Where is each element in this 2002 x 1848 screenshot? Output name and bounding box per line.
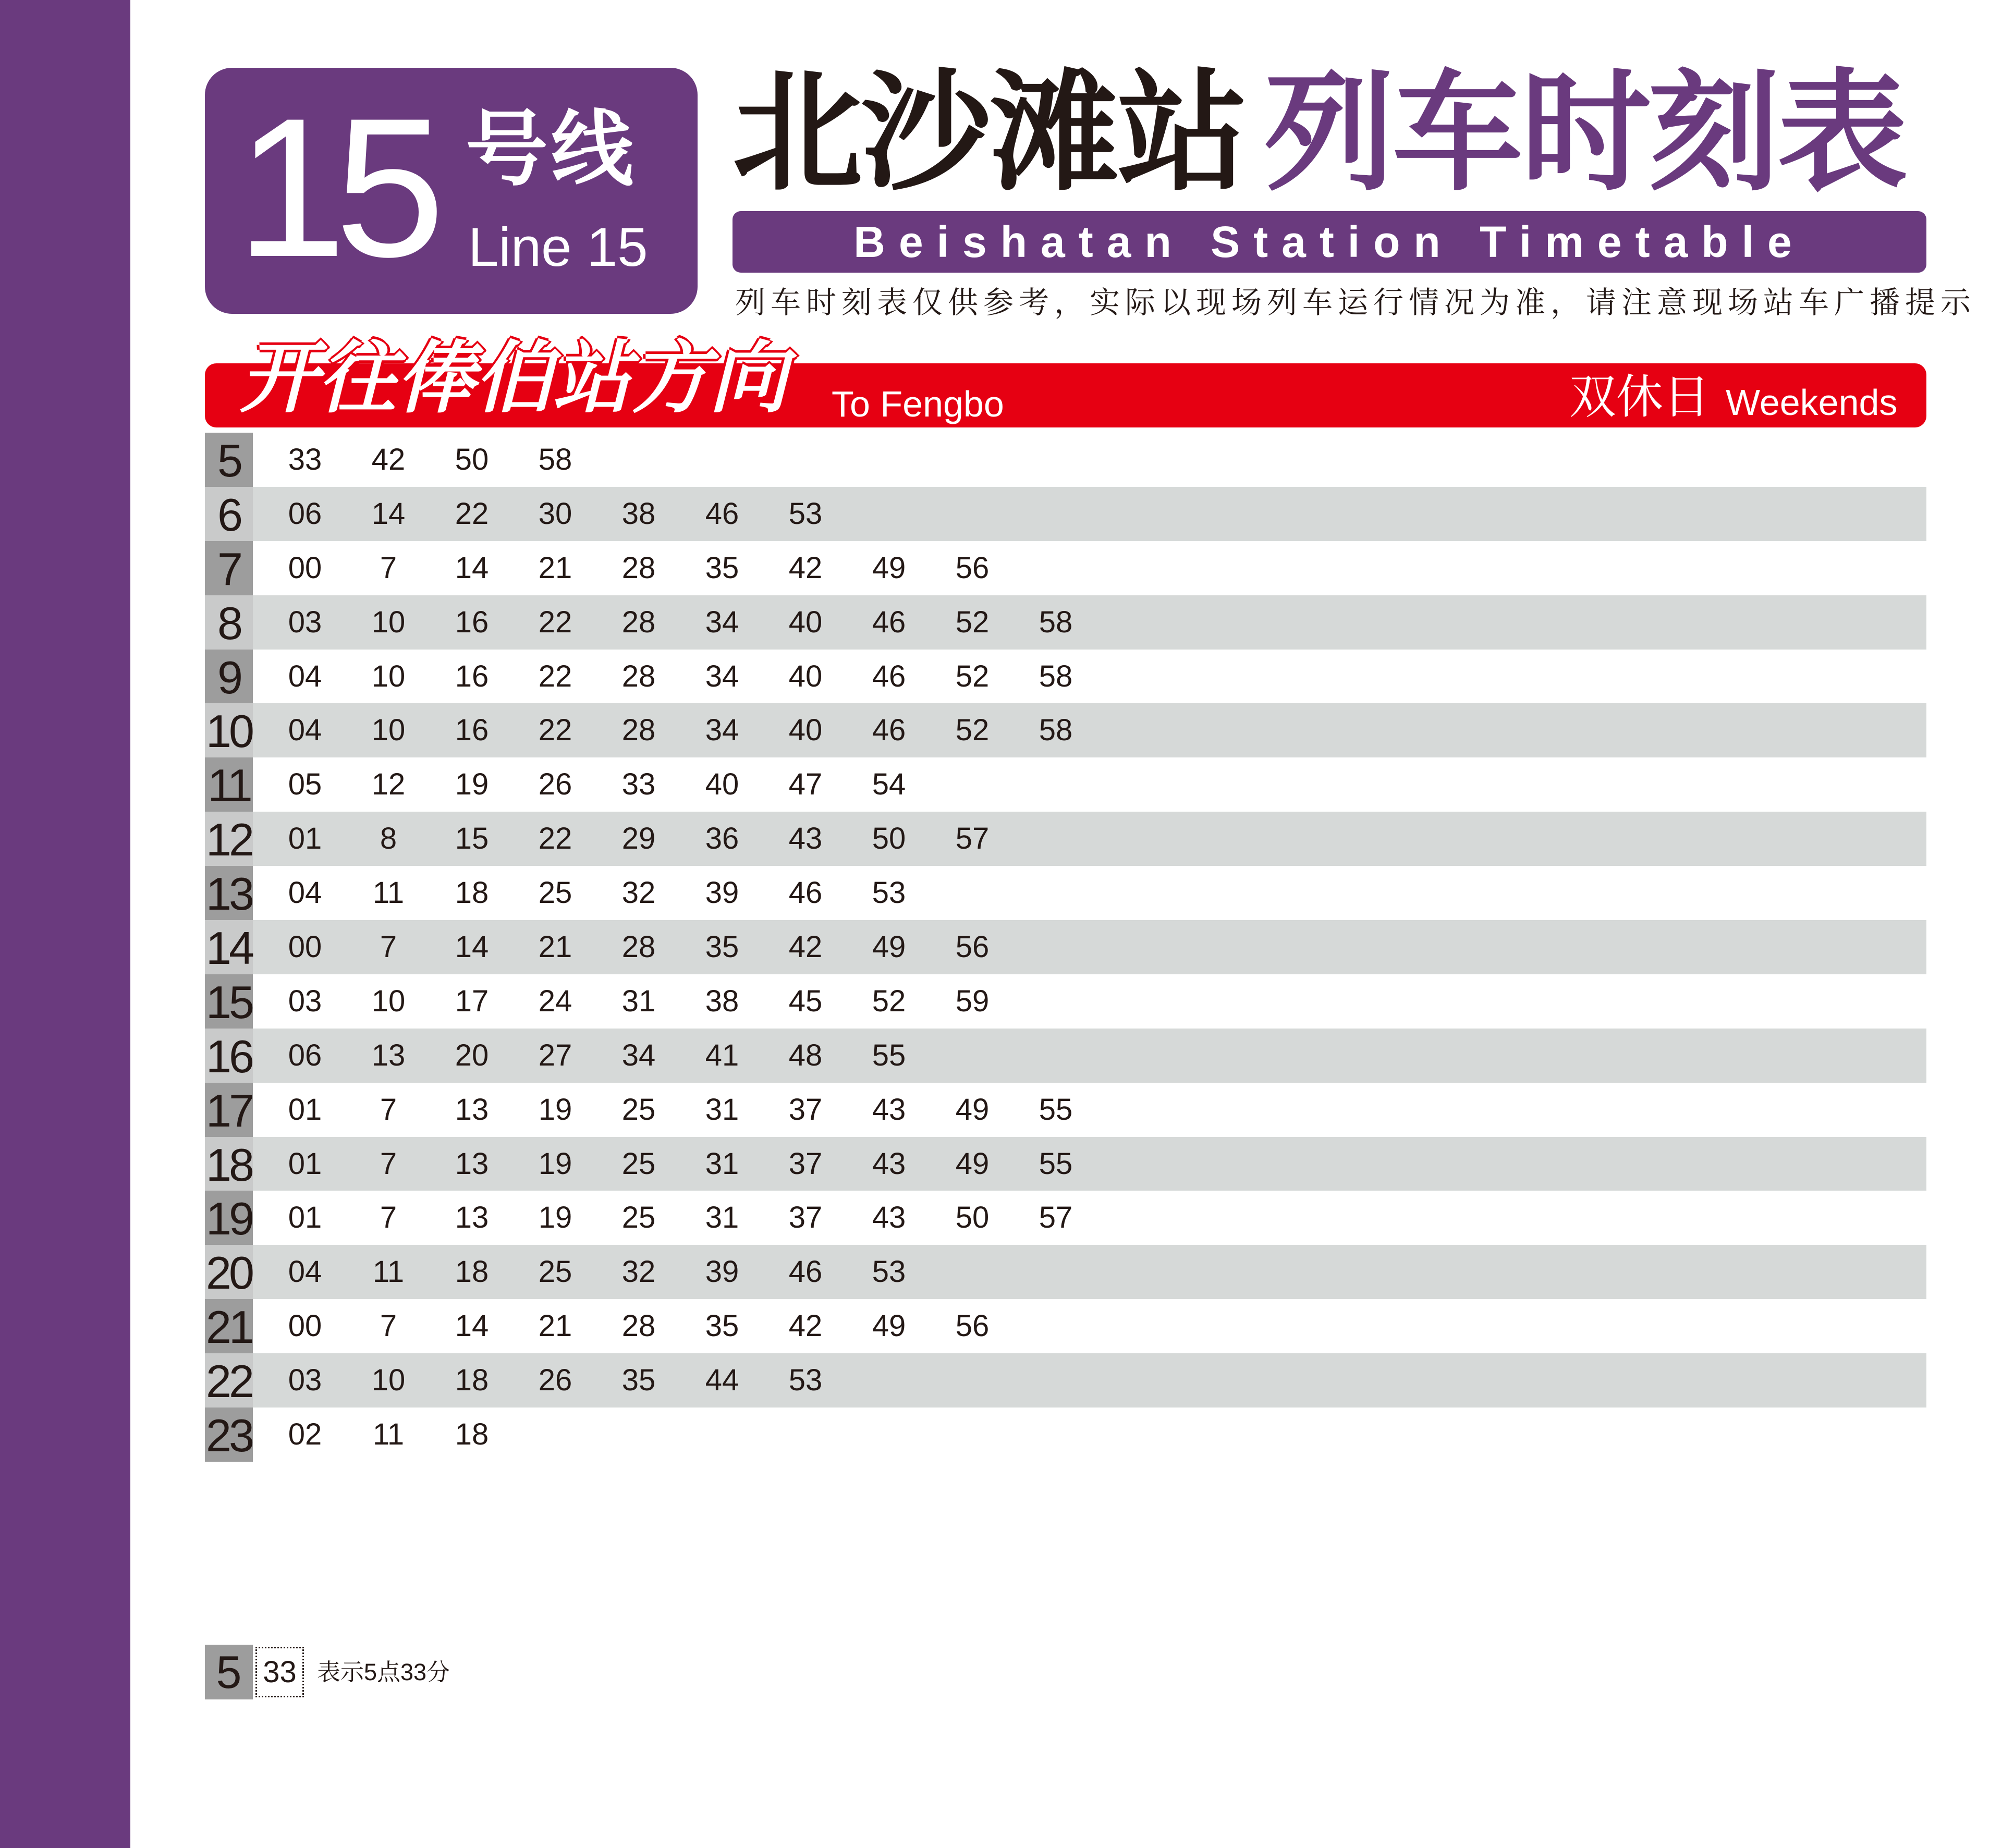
minute-cell: 34 — [621, 1038, 656, 1072]
hour-cell: 8 — [205, 595, 253, 650]
minute-cell: 10 — [371, 1363, 406, 1398]
minute-cell: 53 — [872, 1255, 906, 1289]
station-title: 北沙滩站 — [733, 60, 1246, 205]
minute-cell: 25 — [621, 1201, 656, 1235]
minute-cell: 24 — [538, 984, 572, 1018]
minute-cell: 31 — [705, 1146, 739, 1181]
timetable — [205, 433, 1926, 1462]
minute-cell: 04 — [288, 713, 322, 748]
minute-cell: 42 — [788, 550, 823, 585]
minute-cell: 26 — [538, 1363, 572, 1398]
minute-cell: 13 — [371, 1038, 406, 1072]
minute-cell: 54 — [872, 767, 906, 802]
minute-cell: 55 — [1039, 1146, 1073, 1181]
minute-cell: 19 — [538, 1146, 572, 1181]
minute-cell: 56 — [955, 550, 990, 585]
minute-cell: 02 — [288, 1417, 322, 1452]
minute-cell: 16 — [455, 605, 489, 639]
timetable-row — [205, 1245, 1926, 1299]
english-title-bar — [733, 211, 1926, 273]
minute-cell: 19 — [455, 767, 489, 802]
minute-cell: 35 — [705, 930, 739, 964]
minute-cell: 7 — [380, 1309, 397, 1343]
hour-cell: 15 — [205, 974, 253, 1029]
minute-cell: 21 — [538, 930, 572, 964]
minute-cell: 20 — [455, 1038, 489, 1072]
minute-cell: 47 — [788, 767, 823, 802]
minute-cell: 53 — [788, 496, 823, 531]
minute-cell: 18 — [455, 1255, 489, 1289]
minute-cell: 36 — [705, 822, 739, 856]
hour-cell: 6 — [205, 487, 253, 541]
minute-cell: 8 — [380, 822, 397, 856]
timetable-row — [205, 866, 1926, 920]
minute-cell: 35 — [621, 1363, 656, 1398]
minute-cell: 52 — [872, 984, 906, 1018]
minute-cell: 7 — [380, 1092, 397, 1127]
legend-hour: 5 — [205, 1645, 253, 1699]
minute-cell: 34 — [705, 713, 739, 748]
timetable-row — [205, 1083, 1926, 1137]
minute-cell: 46 — [788, 876, 823, 910]
minute-cell: 58 — [1039, 659, 1073, 693]
minute-cell: 17 — [455, 984, 489, 1018]
minute-cell: 55 — [872, 1038, 906, 1072]
minute-cell: 01 — [288, 1201, 322, 1235]
left-purple-band — [0, 0, 130, 1848]
hour-cell: 5 — [205, 433, 253, 487]
minute-cell: 22 — [538, 822, 572, 856]
minute-cell: 14 — [455, 550, 489, 585]
minute-cell: 04 — [288, 1255, 322, 1289]
minute-cell: 22 — [538, 659, 572, 693]
minute-cell: 33 — [288, 443, 322, 476]
minute-cell: 57 — [955, 822, 990, 856]
minute-cell: 10 — [371, 713, 406, 748]
minute-cell: 00 — [288, 550, 322, 585]
minute-cell: 11 — [372, 1417, 405, 1452]
minute-cell: 48 — [788, 1038, 823, 1072]
minute-cell: 05 — [288, 767, 322, 802]
minute-cell: 06 — [288, 1038, 322, 1072]
timetable-row — [205, 433, 1926, 487]
hour-cell: 10 — [205, 703, 253, 757]
minute-cell: 25 — [621, 1146, 656, 1181]
minute-cell: 32 — [621, 1255, 656, 1289]
minute-cell: 19 — [538, 1092, 572, 1127]
minute-cell: 49 — [872, 930, 906, 964]
timetable-row — [205, 974, 1926, 1029]
minute-cell: 50 — [955, 1201, 990, 1235]
minute-cell: 44 — [705, 1363, 739, 1398]
minute-cell: 38 — [621, 496, 656, 531]
minute-cell: 50 — [872, 822, 906, 856]
minute-cell: 57 — [1039, 1201, 1073, 1235]
minute-cell: 33 — [621, 767, 656, 802]
timetable-row — [205, 1137, 1926, 1191]
minute-cell: 45 — [788, 984, 823, 1018]
timetable-row — [205, 1408, 1926, 1462]
timetable-title: 列车时刻表 — [1264, 60, 1906, 205]
hour-cell: 9 — [205, 650, 253, 704]
minute-cell: 46 — [705, 496, 739, 531]
hour-cell: 18 — [205, 1137, 253, 1191]
minute-cell: 53 — [788, 1363, 823, 1398]
minute-cell: 52 — [955, 659, 990, 693]
timetable-row — [205, 703, 1926, 757]
minute-cell: 00 — [288, 930, 322, 964]
hour-cell: 19 — [205, 1191, 253, 1245]
direction-en: To Fengbo — [832, 384, 1004, 424]
minute-cell: 10 — [371, 659, 406, 693]
minute-cell: 7 — [380, 930, 397, 964]
english-title: Beishatan Station Timetable — [853, 217, 1805, 266]
minute-cell: 42 — [788, 1309, 823, 1343]
minute-cell: 7 — [380, 550, 397, 585]
timetable-row — [205, 1353, 1926, 1408]
minute-cell: 56 — [955, 1309, 990, 1343]
hour-cell: 17 — [205, 1083, 253, 1137]
minute-cell: 49 — [872, 1309, 906, 1343]
minute-cell: 13 — [455, 1092, 489, 1127]
minute-cell: 22 — [455, 496, 489, 531]
timetable-row — [205, 1299, 1926, 1353]
minute-cell: 43 — [872, 1201, 906, 1235]
minute-cell: 49 — [872, 550, 906, 585]
minute-cell: 58 — [538, 443, 572, 476]
minute-cell: 52 — [955, 713, 990, 748]
minute-cell: 21 — [538, 1309, 572, 1343]
minute-cell: 12 — [371, 767, 406, 802]
day-type-en: Weekends — [1726, 382, 1898, 423]
hour-cell: 11 — [205, 757, 253, 812]
minute-cell: 37 — [788, 1146, 823, 1181]
direction-cn: 开往俸伯站方向 — [240, 334, 788, 422]
minute-cell: 7 — [380, 1146, 397, 1181]
minute-cell: 40 — [705, 767, 739, 802]
hour-cell: 21 — [205, 1299, 253, 1353]
minute-cell: 04 — [288, 876, 322, 910]
minute-cell: 31 — [621, 984, 656, 1018]
timetable-row — [205, 812, 1926, 866]
minute-cell: 16 — [455, 659, 489, 693]
minute-cell: 29 — [621, 822, 656, 856]
hour-cell: 7 — [205, 541, 253, 595]
line-label-cn: 号线 — [466, 104, 637, 195]
minute-cell: 59 — [955, 984, 990, 1018]
minute-cell: 13 — [455, 1201, 489, 1235]
minute-cell: 46 — [788, 1255, 823, 1289]
timetable-row — [205, 650, 1926, 704]
notice-text: 列车时刻表仅供参考，实际以现场列车运行情况为准，请注意现场站车广播提示 — [735, 286, 1976, 320]
minute-cell: 52 — [955, 605, 990, 639]
minute-cell: 28 — [621, 930, 656, 964]
line-badge — [205, 68, 698, 314]
minute-cell: 58 — [1039, 713, 1073, 748]
minute-cell: 18 — [455, 1417, 489, 1452]
minute-cell: 11 — [372, 876, 405, 910]
minute-cell: 40 — [788, 659, 823, 693]
minute-cell: 11 — [372, 1255, 405, 1289]
minute-cell: 22 — [538, 713, 572, 748]
timetable-row — [205, 757, 1926, 812]
minute-cell: 39 — [705, 876, 739, 910]
minute-cell: 25 — [621, 1092, 656, 1127]
minute-cell: 34 — [705, 605, 739, 639]
minute-cell: 34 — [705, 659, 739, 693]
minute-cell: 15 — [455, 822, 489, 856]
timetable-row — [205, 595, 1926, 650]
minute-cell: 43 — [872, 1146, 906, 1181]
minute-cell: 46 — [872, 659, 906, 693]
minute-cell: 00 — [288, 1309, 322, 1343]
minute-cell: 56 — [955, 930, 990, 964]
minute-cell: 25 — [538, 876, 572, 910]
line-number: 15 — [236, 77, 434, 298]
minute-cell: 55 — [1039, 1092, 1073, 1127]
hour-cell: 16 — [205, 1029, 253, 1083]
minute-cell: 35 — [705, 1309, 739, 1343]
minute-cell: 03 — [288, 984, 322, 1018]
legend-text: 表示5点33分 — [317, 1659, 450, 1685]
minute-cell: 03 — [288, 605, 322, 639]
minute-cell: 04 — [288, 659, 322, 693]
minute-cell: 18 — [455, 1363, 489, 1398]
minute-cell: 01 — [288, 1146, 322, 1181]
minute-cell: 7 — [380, 1201, 397, 1235]
minute-cell: 14 — [455, 1309, 489, 1343]
minute-cell: 01 — [288, 1092, 322, 1127]
hour-cell: 20 — [205, 1245, 253, 1299]
legend-minute: 33 — [255, 1647, 304, 1697]
minute-cell: 35 — [705, 550, 739, 585]
minute-cell: 01 — [288, 822, 322, 856]
minute-cell: 49 — [955, 1146, 990, 1181]
minute-cell: 03 — [288, 1363, 322, 1398]
hour-cell: 12 — [205, 812, 253, 866]
minute-cell: 26 — [538, 767, 572, 802]
minute-cell: 39 — [705, 1255, 739, 1289]
minute-cell: 14 — [455, 930, 489, 964]
minute-cell: 37 — [788, 1201, 823, 1235]
minute-cell: 46 — [872, 605, 906, 639]
minute-cell: 13 — [455, 1146, 489, 1181]
timetable-row — [205, 541, 1926, 595]
minute-cell: 42 — [788, 930, 823, 964]
minute-cell: 42 — [371, 443, 406, 476]
minute-cell: 16 — [455, 713, 489, 748]
day-type-cn: 双休日 — [1569, 371, 1710, 423]
minute-cell: 28 — [621, 659, 656, 693]
minute-cell: 41 — [705, 1038, 739, 1072]
minute-cell: 49 — [955, 1092, 990, 1127]
hour-cell: 23 — [205, 1408, 253, 1462]
minute-cell: 40 — [788, 605, 823, 639]
minute-cell: 31 — [705, 1201, 739, 1235]
minute-cell: 28 — [621, 1309, 656, 1343]
hour-cell: 13 — [205, 866, 253, 920]
minute-cell: 43 — [788, 822, 823, 856]
minute-cell: 28 — [621, 550, 656, 585]
minute-cell: 58 — [1039, 605, 1073, 639]
timetable-row — [205, 487, 1926, 541]
minute-cell: 10 — [371, 984, 406, 1018]
minute-cell: 53 — [872, 876, 906, 910]
timetable-row — [205, 1029, 1926, 1083]
minute-cell: 22 — [538, 605, 572, 639]
minute-cell: 21 — [538, 550, 572, 585]
line-label-en: Line 15 — [468, 217, 648, 278]
minute-cell: 28 — [621, 713, 656, 748]
minute-cell: 18 — [455, 876, 489, 910]
minute-cell: 31 — [705, 1092, 739, 1127]
minute-cell: 10 — [371, 605, 406, 639]
minute-cell: 38 — [705, 984, 739, 1018]
timetable-row — [205, 1191, 1926, 1245]
timetable-row — [205, 920, 1926, 974]
minute-cell: 37 — [788, 1092, 823, 1127]
minute-cell: 50 — [455, 443, 489, 476]
minute-cell: 32 — [621, 876, 656, 910]
minute-cell: 28 — [621, 605, 656, 639]
minute-cell: 30 — [538, 496, 572, 531]
minute-cell: 06 — [288, 496, 322, 531]
minute-cell: 46 — [872, 713, 906, 748]
hour-cell: 22 — [205, 1353, 253, 1408]
minute-cell: 43 — [872, 1092, 906, 1127]
minute-cell: 14 — [371, 496, 406, 531]
minute-cell: 25 — [538, 1255, 572, 1289]
minute-cell: 40 — [788, 713, 823, 748]
minute-cell: 19 — [538, 1201, 572, 1235]
minute-cell: 27 — [538, 1038, 572, 1072]
hour-cell: 14 — [205, 920, 253, 974]
